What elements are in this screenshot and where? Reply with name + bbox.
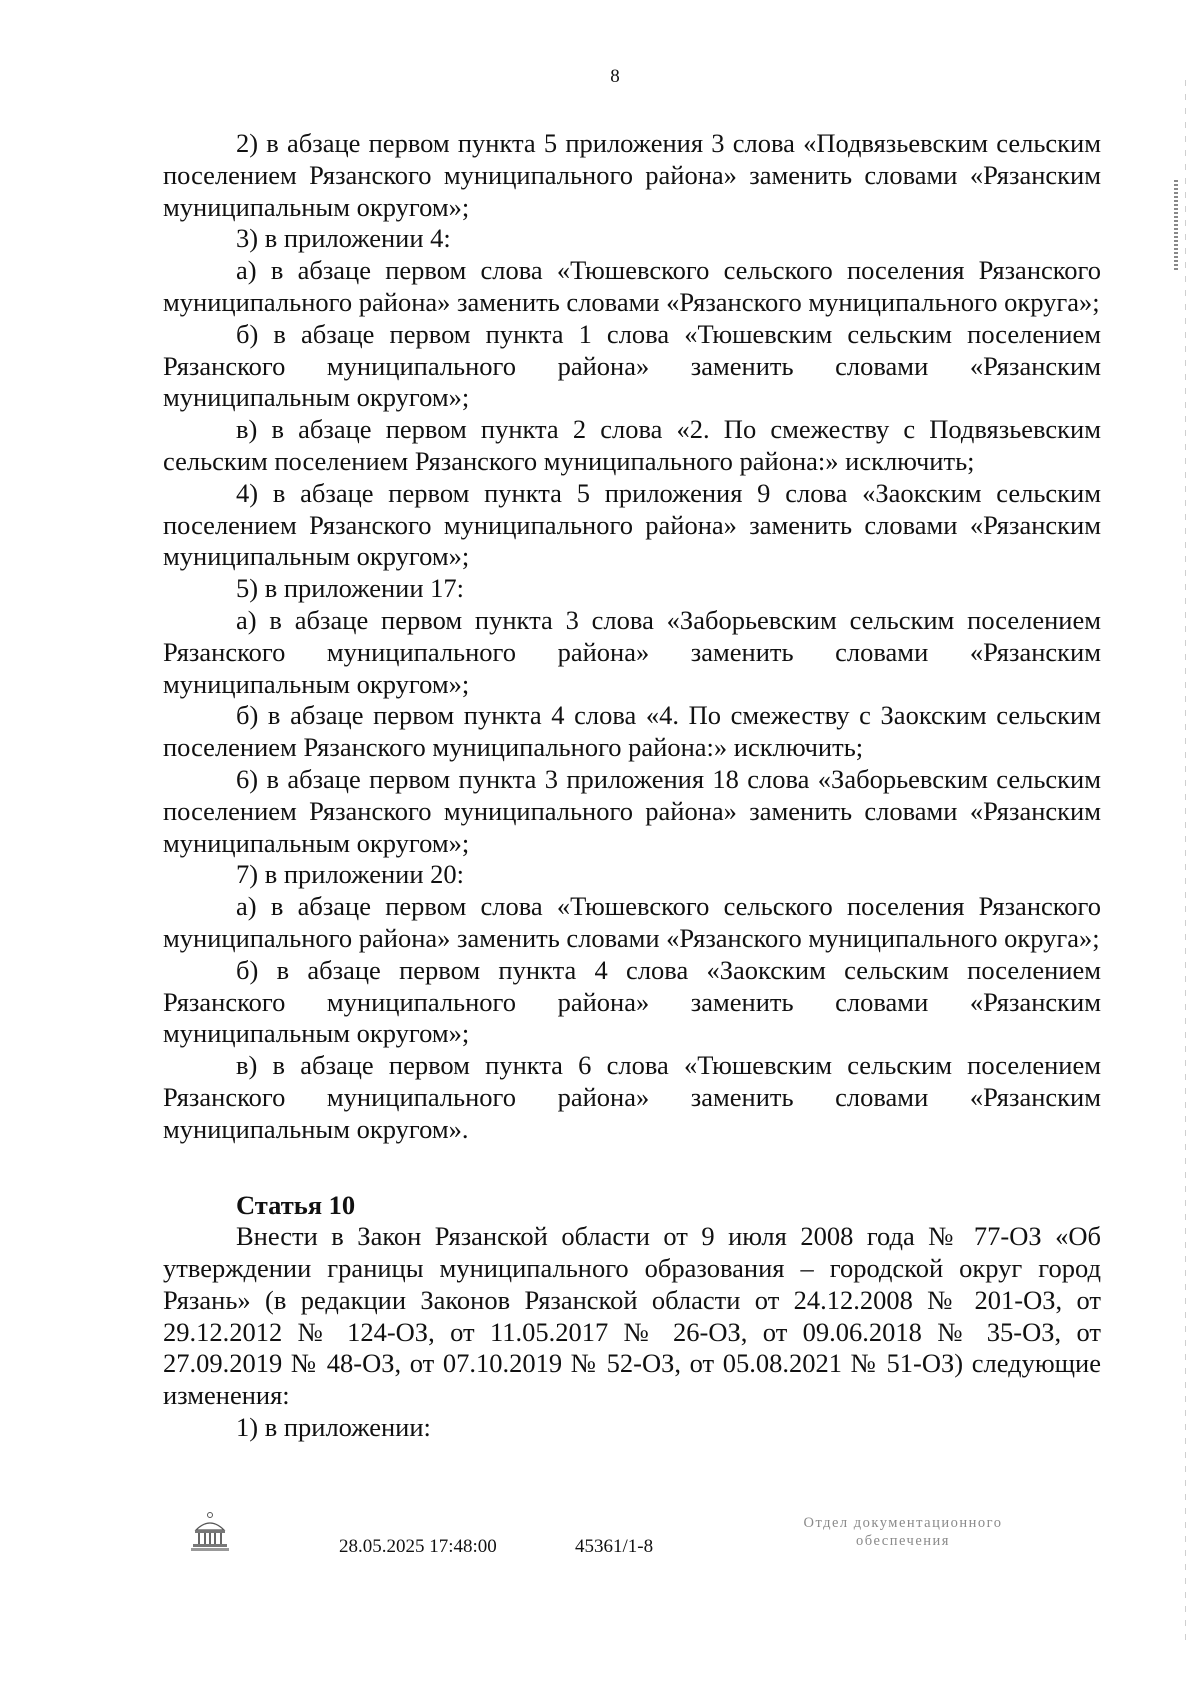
paragraph-7: 7) в приложении 20: [236,859,465,890]
paragraph-3a: а) в абзаце первом слова «Тюшевского сельского поселения Рязанского муниципального района» заменить словами «Рязанского муниципального округа»; [163,255,1101,317]
paragraph-5: 5) в приложении 17: [236,573,465,604]
paragraph-3b: б) в абзаце первом пункта 1 слова «Тюшевским сельским поселением Рязанского муниципального района» заменить словами «Рязанским муниципальным округом»; [163,318,1101,413]
scan-edge-mark [1174,180,1178,270]
paragraph-3: 3) в приложении 4: [236,223,451,254]
paragraph-7b: б) в абзаце первом пункта 4 слова «Заокским сельским поселением Рязанского муниципального района» заменить словами «Рязанским муниципальным округом»; [163,954,1101,1049]
paragraph-5b: б) в абзаце первом пункта 4 слова «4. По смежеству с Заокским сельским поселением Рязанского муниципального района:» исключить; [163,700,1101,763]
article-intro: Внести в Закон Рязанской области от 9 июля 2008 года № 77-ОЗ «Об утверждении границы муниципального образования – городской округ город Рязань» (в редакции Законов Рязанской области от 24.12.2008 № 201-ОЗ, от 29.12.2012 № 124-ОЗ, от 11.05.2017 № 26-ОЗ, от 09.06.2018 № 35-ОЗ, от 27.09.2019 № 48-ОЗ, от 07.10.2019 № 52-ОЗ, от 05.08.2021 № 51-ОЗ) следующие изменения: [163,1221,1101,1411]
article-item-1: 1) в приложении: [236,1412,431,1443]
footer-date: 28.05.2025 17:48:00 [339,1536,497,1557]
footer-document-code: 45361/1-8 [575,1536,654,1557]
page-number: 8 [610,66,620,87]
scan-edge-line [1185,80,1186,1640]
stamp-line-1: Отдел документационного [803,1515,1003,1531]
stamp-line-2: обеспечения [856,1533,950,1549]
paragraph-4: 4) в абзаце первом пункта 5 приложения 9 слова «Заокским сельским поселением Рязанского муниципального района» заменить словами «Рязанским муниципальным округом»; [163,477,1101,572]
article-heading: Статья 10 [236,1189,356,1220]
paragraph-7c: в) в абзаце первом пункта 6 слова «Тюшевским сельским поселением Рязанского муниципального района» заменить словами «Рязанским муниципальным округом». [163,1050,1101,1144]
paragraph-5a: а) в абзаце первом пункта 3 слова «Заборьевским сельским поселением Рязанского муниципального района» заменить словами «Рязанским муниципальным округом»; [163,604,1101,699]
paragraph-3c: в) в абзаце первом пункта 2 слова «2. По смежеству с Подвязьевским сельским поселением Рязанского муниципального района:» исключить; [163,414,1101,476]
document-body [163,128,1101,1444]
paragraph-2: 2) в абзаце первом пункта 5 приложения 3 слова «Подвязьевским сельским поселением Рязанского муниципального района» заменить словами «Рязанским муниципальным округом»; [163,128,1101,222]
duma-building-icon [190,1510,230,1554]
paragraph-7a: а) в абзаце первом слова «Тюшевского сельского поселения Рязанского муниципального района» заменить словами «Рязанского муниципального округа»; [163,891,1101,953]
department-stamp [748,1514,1058,1550]
paragraph-6: 6) в абзаце первом пункта 3 приложения 18 слова «Заборьевским сельским поселением Рязанского муниципального района» заменить словами «Рязанским муниципальным округом»; [163,763,1101,858]
page-footer [0,1500,1200,1580]
